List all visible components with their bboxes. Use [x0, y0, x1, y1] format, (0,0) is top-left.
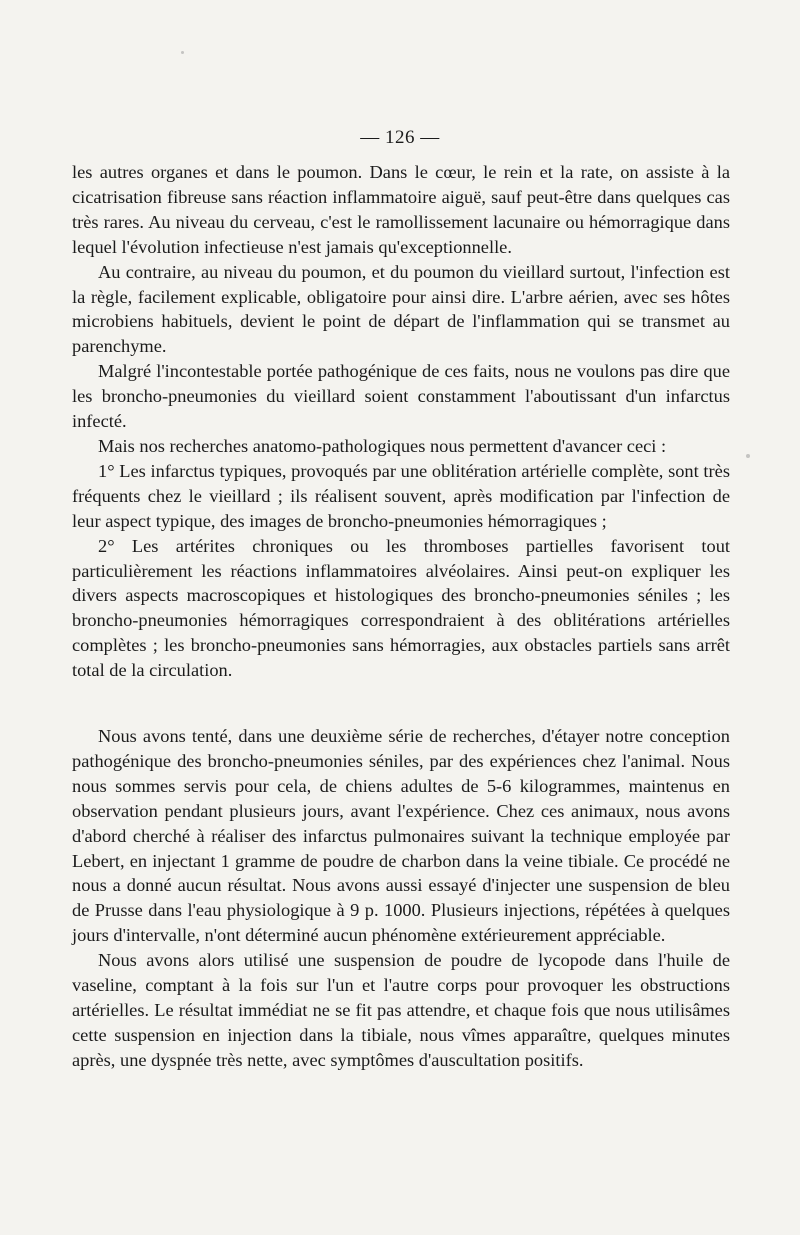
scan-speck	[181, 51, 184, 54]
paragraph-experiments: Nous avons tenté, dans une deuxième série de recherches, d'étayer notre conception pathogénique des broncho-pneumonies séniles, par des expériences chez l'animal. Nous nous sommes servis pour cela, de chiens adultes de 5-6 kilogrammes, maintenus en observation pendant plusieurs jours, avant l'expérience. Chez ces animaux, nous avons d'abord cherché à réaliser des infarctus pulmonaires suivant la technique employée par Lebert, en injectant 1 gramme de poudre de charbon dans la veine tibiale. Ce procédé ne nous a donné aucun résultat. Nous avons aussi essayé d'injecter une suspension de bleu de Prusse dans l'eau physiologique à 9 p. 1000. Plusieurs injections, répétées à quelques jours d'intervalle, n'ont déterminé aucun phénomène extérieurement appréciable.	[72, 726, 730, 946]
page-number: — 126 —	[360, 127, 440, 148]
paragraph-continuation: les autres organes et dans le poumon. Dans le cœur, le rein et la rate, on assiste à la cicatrisation fibreuse sans réaction inflammatoire aiguë, sauf peut-être dans quelques cas très rares. Au niveau du cerveau, c'est le ramollissement lacunaire ou hémorragique dans lequel l'évolution infectieuse n'est jamais qu'exceptionnelle.	[72, 162, 730, 257]
scan-speck	[746, 454, 750, 458]
paragraph-lycopode: Nous avons alors utilisé une suspension de poudre de lycopode dans l'huile de vaseline, comptant à la fois sur l'un et l'autre corps pour provoquer les obstructions artérielles. Le résultat immédiat ne se fit pas attendre, et chaque fois que nous utilisâmes cette suspension en injection dans la tibiale, nous vîmes apparaître, quelques minutes après, une dyspnée très nette, avec symptômes d'auscultation positifs.	[72, 950, 730, 1070]
paragraph-point-1: 1° Les infarctus typiques, provoqués par une oblitération artérielle complète, sont très fréquents chez le vieillard ; ils réalisent souvent, après modification par l'infection de leur aspect typique, des images de broncho-pneumonies hémorragiques ;	[72, 460, 730, 531]
paragraph-research-claim: Mais nos recherches anatomo-pathologiques nous permettent d'avancer ceci :	[98, 435, 667, 456]
paragraph-lung-infection: Au contraire, au niveau du poumon, et du poumon du vieillard surtout, l'infection est la règle, facilement explicable, obligatoire pour ainsi dire. L'arbre aérien, avec ses hôtes microbiens habituels, devient le point de départ de l'inflammation qui se transmet au parenchyme.	[72, 261, 730, 357]
paragraph-pathogenic-scope: Malgré l'incontestable portée pathogénique de ces faits, nous ne voulons pas dire que les broncho-pneumonies du vieillard soient constamment l'aboutissant d'un infarctus infecté.	[72, 361, 730, 432]
paragraph-point-2: 2° Les artérites chroniques ou les thromboses partielles favorisent tout particulièrement les réactions inflammatoires alvéolaires. Ainsi peut-on expliquer les divers aspects macroscopiques et histologiques des broncho-pneumonies séniles ; les broncho-pneumonies hémorragiques correspondraient à des oblitérations artérielles complètes ; les broncho-pneumonies sans hémorragies, aux obstacles partiels sans arrêt total de la circulation.	[72, 535, 730, 681]
body-text	[72, 160, 730, 1073]
